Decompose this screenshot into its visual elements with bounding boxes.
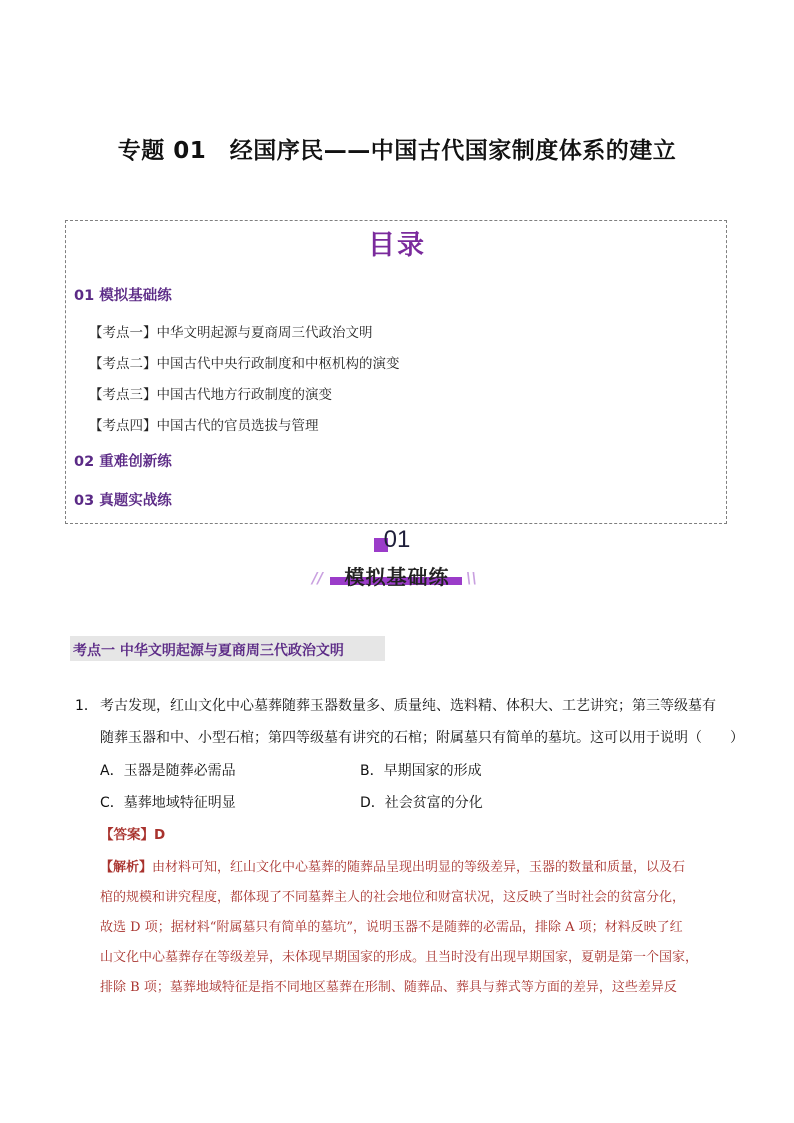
option-d[interactable]: D．社会贫富的分化: [360, 795, 483, 811]
question-stem-line-2: 随葬玉器和中、小型石棺；第四等级墓有讲究的石棺；附属墓只有简单的墓坑。这可以用于说明（ ）: [100, 730, 744, 746]
toc-section-1[interactable]: 01 模拟基础练: [74, 288, 172, 304]
analysis-label: 【解析】: [100, 860, 153, 875]
toc-item-kaodian-1[interactable]: 【考点一】中华文明起源与夏商周三代政治文明: [89, 325, 373, 341]
answer-value: D: [154, 827, 166, 843]
analysis-line-4: 山文化中心墓葬存在等级差异，未体现早期国家的形成。且当时没有出现早期国家，夏朝是第一个国家，: [100, 950, 699, 965]
question-stem-line-1: 考古发现，红山文化中心墓葬随葬玉器数量多、质量纯、选料精、体积大、工艺讲究；第三等级墓有: [100, 698, 716, 714]
option-a[interactable]: A．玉器是随葬必需品: [100, 763, 236, 779]
analysis-text-1: 由材料可知，红山文化中心墓葬的随葬品呈现出明显的等级差异，玉器的数量和质量，以及石: [152, 860, 686, 875]
kaodian-title: 考点一 中华文明起源与夏商周三代政治文明: [73, 643, 344, 659]
toc-item-kaodian-3[interactable]: 【考点三】中国古代地方行政制度的演变: [89, 387, 332, 403]
kaodian-header: [70, 636, 385, 661]
toc-item-kaodian-4[interactable]: 【考点四】中国古代的官员选拔与管理: [89, 418, 319, 434]
option-b[interactable]: B．早期国家的形成: [360, 763, 482, 779]
question-number: 1．: [75, 698, 98, 714]
analysis-line-3: 故选 D 项；据材料“附属墓只有简单的墓坑”，说明玉器不是随葬的必需品，排除 A 项；材料反映了红: [100, 920, 683, 935]
answer-label: 【答案】: [100, 827, 154, 843]
section-title: 模拟基础练: [344, 565, 450, 589]
toc-heading: 目录: [368, 230, 426, 261]
answer-line: [100, 823, 165, 843]
toc-section-3[interactable]: 03 真题实战练: [74, 493, 172, 509]
banner-left-slash-icon: //: [312, 569, 323, 587]
toc-item-kaodian-2[interactable]: 【考点二】中国古代中央行政制度和中枢机构的演变: [89, 356, 400, 372]
analysis-line-2: 棺的规模和讲究程度，都体现了不同墓葬主人的社会地位和财富状况，这反映了当时社会的贫富分化，: [100, 890, 686, 905]
table-of-contents: [65, 220, 727, 524]
banner-right-slash-icon: \\: [466, 569, 477, 587]
section-number: 01: [383, 526, 411, 553]
option-c[interactable]: C．墓葬地域特征明显: [100, 795, 236, 811]
analysis-line-1: [100, 856, 740, 875]
analysis-line-5: 排除 B 项；墓葬地域特征是指不同地区墓葬在形制、随葬品、葬具与葬式等方面的差异，这些差异反: [100, 980, 677, 995]
toc-section-2[interactable]: 02 重难创新练: [74, 454, 172, 470]
document-title: 专题 01 经国序民——中国古代国家制度体系的建立: [117, 138, 677, 164]
